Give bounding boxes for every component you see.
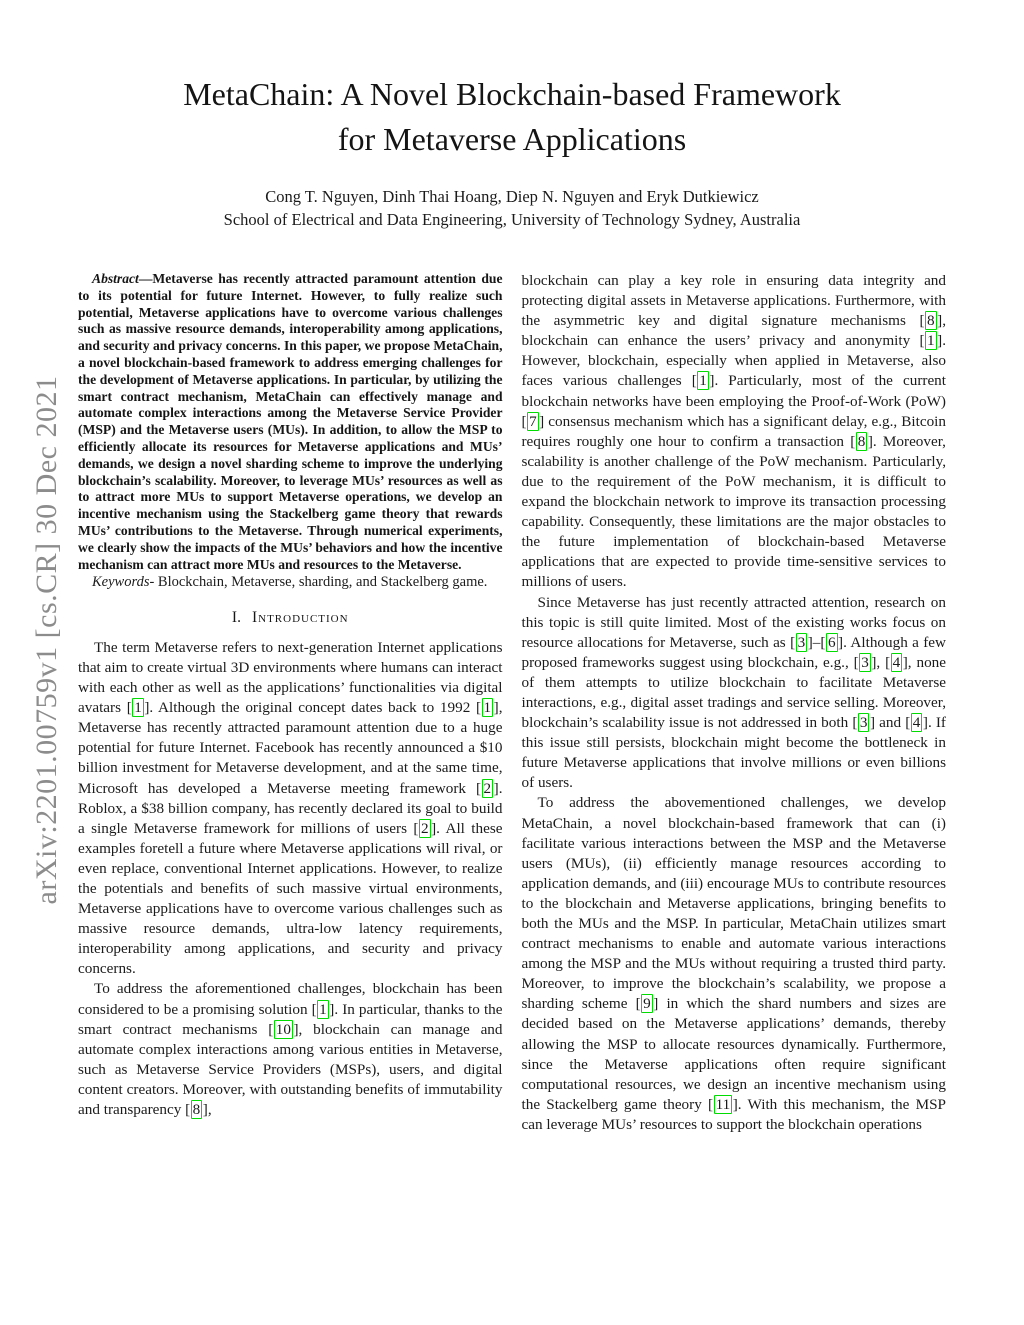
keywords-text: Blockchain, Metaverse, sharding, and Stackelberg game. [154,574,488,591]
citation-link[interactable]: 6 [827,633,836,651]
citation-link[interactable]: 1 [483,699,492,717]
authors-line: Cong T. Nguyen, Dinh Thai Hoang, Diep N. Nguyen and Eryk Dutkiewicz [265,187,759,206]
citation-link[interactable]: 3 [797,633,806,651]
citation-link[interactable]: 4 [892,653,901,671]
paper-content [78,0,946,1135]
section-number: I. [231,608,241,626]
citation-link[interactable]: 9 [643,995,651,1013]
intro-paragraph-3: Since Metaverse has just recently attracted attention, research on this topic is still quite limited. Most of the existing works focus on resource allocations for Metaverse, such as [ 3 ]–[ 6 ]. Although a few proposed frameworks suggest using blockchain, e.g., [ 3 ], [ 4 ], none of them attempts to utilize blockchain to facilitate Metaverse interactions, e.g., digital asset tradings and service selling. Moreover, blockchain’s scalability issue is not addressed in both [ 3 ] and [ 4 ]. If this issue still persists, blockchain might become the bottleneck in future Metaverse applications that involve millions or even billions of users. [521,593,947,792]
citation-link[interactable]: 8 [857,432,866,450]
left-column [78,271,503,1135]
arxiv-stamp: arXiv:2201.00759v1 [cs.CR] 30 Dec 2021 [30,375,63,905]
abstract-label: Abstract [92,271,139,286]
citation-link[interactable]: 3 [859,714,868,732]
right-column [522,271,947,1135]
section-title: Introduction [251,608,349,626]
paper-title-line-1: MetaChain: A Novel Blockchain-based Framework [183,76,841,112]
citation-link[interactable]: 3 [861,653,869,671]
citation-link[interactable]: 7 [529,412,537,430]
citation-link[interactable]: 8 [927,312,935,330]
paper-title [78,0,946,162]
intro-paragraph-4: To address the abovementioned challenges, we develop MetaChain, a novel blockchain-based framework that can (i) facilitate various interactions between the MSP and the Metaverse users (MUs), (ii) efficiently manage resources according to application demands, and (iii) encourage MUs to contribute resources to the blockchain and Metaverse applications, bringing benefits to both the MUs and the MSP. In particular, MetaChain utilizes smart contract mechanisms to enable and automate various interactions among the MSP and the MUs without requiring a trusted third party. Moreover, to improve the blockchain’s scalability, we propose a sharding scheme [ 9 ] in which the shard numbers and sizes are decided based on the Metaverse applications’ demands, thereby allowing the MSP to allocate resources dynamically. Furthermore, since the Metaverse applications often require significant computational resources, we design an incentive mechanism using the Stackelberg game theory [ 11 ]. With this mechanism, the MSP can leverage MUs’ resources to support the blockchain operations [521,794,947,1133]
keywords-label: Keywords- [92,574,155,591]
two-column-body [78,271,946,1135]
paper-title-line-2: for Metaverse Applications [337,121,687,157]
abstract-text: —Metaverse has recently attracted paramount attention due to its potential for future Internet. However, to fully realize such potential, Metaverse applications have to overcome various challenges such as massive resource demands, interoperability among applications, and security and privacy concerns. In this paper, we propose MetaChain, a novel blockchain-based framework to address emerging challenges for the development of Metaverse applications. In particular, by utilizing the smart contract mechanism, MetaChain can effectively manage and automate complex interactions among the Metaverse Service Provider (MSP) and the Metaverse users (MUs). In addition, to allow the MSP to efficiently allocate its resources for Metaverse applications and MUs’ demands, we design a novel sharding scheme to improve the underlying blockchain’s scalability. Moreover, to leverage MUs’ resources as well as to attract more MUs to support Metaverse operations, we develop an incentive mechanism using the Stackelberg game theory that rewards MUs’ contributions to the Metaverse. Through numerical experiments, we clearly show the impacts of the MUs’ behaviors and how the incentive mechanism can attract more MUs and resources to the Metaverse. [78,271,503,572]
affiliation-line: School of Electrical and Data Engineering, University of Technology Sydney, Australia [223,210,801,229]
citation-link[interactable]: 8 [192,1101,201,1118]
citation-link[interactable]: 11 [715,1095,731,1113]
citation-link[interactable]: 10 [275,1020,291,1038]
citation-link[interactable]: 4 [912,714,921,732]
citation-link[interactable]: 2 [420,819,429,837]
citation-link[interactable]: 1 [927,332,935,350]
abstract-paragraph [78,271,503,573]
intro-paragraph-2-continued: blockchain can play a key role in ensuring data integrity and protecting digital assets in Metaverse applications. Furthermore, with the asymmetric key and digital signature mechanisms [ 8 ], blockchain can enhance the users’ privacy and anonymity [ 1 ]. However, blockchain, especially when applied in Metaverse, also faces various challenges [ 1 ]. Particularly, most of the current blockchain networks have been employing the Proof-of-Work (PoW) [ 7 ] consensus mechanism which has a significant delay, e.g., Bitcoin requires roughly one hour to confirm a transaction [ 8 ]. Moreover, scalability is another challenge of the PoW mechanism. Particularly, due to the requirement of the PoW mechanism, it is difficult to expand the blockchain network to improve its transaction processing capability. Consequently, these limitations are the major obstacles to the future implementation of blockchain-based Metaverse applications that are expected to provide time-sensitive services to millions of users. [521,272,946,591]
keywords-line [78,574,503,592]
intro-paragraph-1: The term Metaverse refers to next-generation Internet applications that aim to create virtual 3D environments where humans can interact with each other as well as the applications’ functionalities via digital avatars [ 1 ]. Although the original concept dates back to 1992 [ 1 ], Metaverse has recently attracted paramount attention due to a huge potential for future Internet. Facebook has recently announced a $10 billion investment for Metaverse development, and at the same time, Microsoft has developed a Metaverse meeting framework [ 2 ]. Roblox, a $38 billion company, has recently declared its goal to build a single Metaverse framework for millions of users [ 2 ]. All these examples foretell a future where Metaverse applications will rival, or even replace, conventional Internet applications. However, to realize the potentials and benefits of such massive virtual environments, Metaverse applications have to overcome various challenges such as massive resource demands, ultra-low latency requirements, interoperability among applications, and security and privacy concerns. [78,638,503,978]
section-heading-introduction [78,609,503,627]
intro-paragraph-2: To address the aforementioned challenges, blockchain has been considered to be a promising solution [ 1 ]. In particular, thanks to the smart contract mechanisms [ 10 ], blockchain can manage and automate complex interactions among various entities in Metaverse, such as Metaverse Service Providers (MSPs), users, and digital content creators. Moreover, with outstanding benefits of immutability and transparency [ 8 ], [78,980,503,1118]
citation-link[interactable]: 2 [483,779,492,797]
citation-link[interactable]: 1 [134,699,142,717]
citation-link[interactable]: 1 [319,1000,327,1018]
citation-link[interactable]: 1 [699,372,707,390]
